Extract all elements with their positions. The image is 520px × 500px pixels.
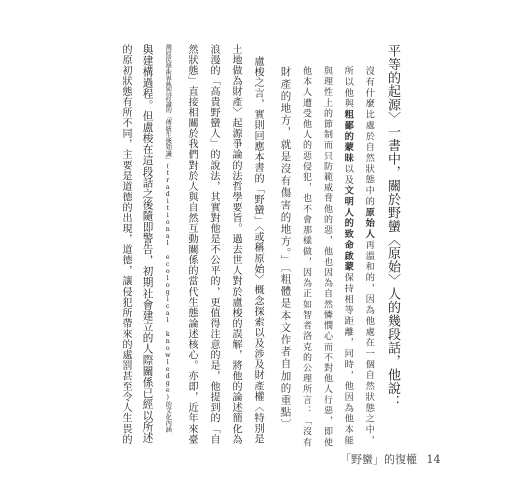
running-title: 「野蠻」的復權 [340,453,417,466]
quote-line-text: 沒有什麼比處於自然狀態中的原始人再溫和的，因為他處在一個自然狀態之中， [363,66,375,447]
quote-line [280,66,291,431]
body-line: 土地做為財產〉起源爭論的法哲學要旨。過去世人對於盧梭的誤解，將他的論述簡化為 [230,44,242,445]
body-line: 浪漫的「高貴野蠻人」的說法，其實對他是不公平的，更值得注意的是，他提到的「自 [208,44,220,445]
page-footer [340,451,500,467]
quote-line [301,66,310,448]
quote-line [322,66,331,448]
quote-line [343,66,352,446]
intro-line: 平等的起源〉一書中，關於野蠻〈原始〉人的幾段話，他說： [385,44,400,409]
body-line: 與建構過程。但盧梭在這段話之後隨即警告，初期社會建立的人際關係已經以所述 [141,44,154,444]
page-number: 14 [426,453,441,466]
quote-line [364,66,373,446]
quote-line-text: 與理性上的節制而只防範威脅他的惡，他也因為自然憐憫心而不對他人行惡，即使 [322,66,333,448]
body-line: 然狀態」直接相關於我們對於人與自然互動關係的當代生態論述核心。亦即，近年來臺 [186,44,198,445]
quote-line-text: 財產的地方，就是沒有傷害的地方。」〔粗體是本文作者自加的重點〕 [279,66,292,431]
body-line: 的原初狀態有所不同，主要是道德的出現，道德，讓侵犯所帶來的處罰甚至令人生畏的 [120,44,132,445]
quote-line-text: 所以他與粗鄙的蒙昧以及文明人的致命啟蒙保持相等距離，同時，他因為他本能 [342,66,354,447]
body-line: 盧梭之言，實則回應本書的「野蠻」〈或稱原始〉概念探索以及涉及財產權〈特別是 [252,56,264,445]
body-line: 灣原民學術界熱烈討論的「傳統生態知識」(traditional ecological knowledge)的文化內涵 [164,44,172,433]
quote-line-text: 他本人遭受他人的惡侵犯，也不會那樣做，因為正如智者洛克的公理所言：「沒有 [301,66,312,448]
